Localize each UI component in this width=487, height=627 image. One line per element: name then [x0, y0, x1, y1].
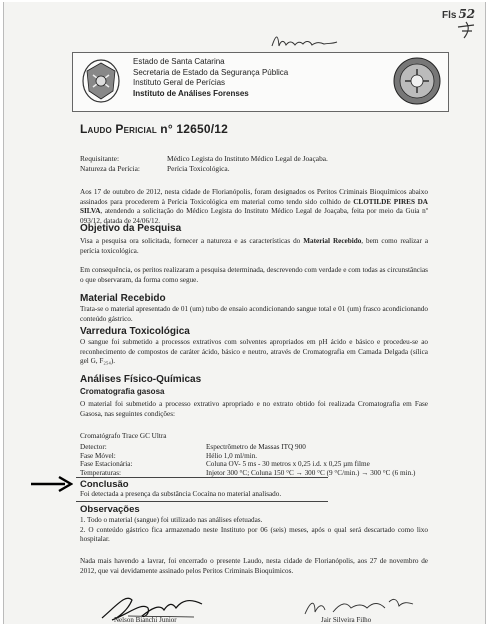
screening-paragraph: O sangue foi submetido a processos extrativos com solventes apropriados em pH ácido e básico e procedeu-se ao reconhecimento de compostos de caráter ácido, básico e neutro, através de Cromatografia em Camada Delgada (sílica gel G, F₂₅₄). — [80, 338, 428, 366]
meta-nature: Natureza da Perícia: Perícia Toxicológica. — [80, 164, 230, 173]
header-line-institute: Instituto Geral de Perícias — [133, 78, 226, 87]
header-text — [133, 57, 288, 99]
report-title — [80, 122, 228, 136]
section-heading-objective: Objetivo da Pesquisa — [80, 223, 182, 234]
header-line-forensics: Instituto de Análises Forenses — [133, 88, 249, 98]
subheading-gas-chromatography: Cromatografia gasosa — [80, 387, 165, 396]
section-heading-screening: Varredura Toxicológica — [80, 326, 190, 337]
forensics-seal-icon — [391, 56, 443, 106]
observations-list — [80, 516, 428, 545]
closing-paragraph: Nada mais havendo a lavrar, foi encerrado o presente Laudo, nesta cidade de Florianópolis, aos 27 de novembro de 2012, que vai devidamente assinado pelos Peritos Criminais Bioquímicos. — [80, 557, 428, 575]
section-heading-analyses: Análises Físico-Químicas — [80, 374, 202, 385]
objective-paragraph-1: Visa a pesquisa ora solicitada, fornecer a natureza e as características do Material Recebido, bem como realizar a perícia toxicológica. — [80, 237, 429, 255]
signer-2-name: Jair Silveira Filho — [321, 616, 372, 624]
state-coat-of-arms-icon — [79, 57, 123, 105]
stamp-label: Fls — [442, 10, 457, 21]
observation-item-1: 1. Todo o material (sangue) foi utilizado nas análises efetuadas. — [80, 516, 263, 524]
conclusion-text: Foi detectada a presença da substância Cocaína no material analisado. — [80, 490, 282, 498]
header-line-secretariat: Secretaria de Estado da Segurança Pública — [133, 67, 289, 77]
section-heading-conclusion: Conclusão — [80, 479, 129, 490]
chromatography-conditions — [80, 432, 486, 478]
section-heading-material: Material Recebido — [80, 293, 166, 304]
report-number: n° 12650/12 — [160, 122, 229, 136]
document-page — [3, 2, 486, 624]
objective-paragraph-2: Em consequência, os peritos realizaram a pesquisa determinada, descrevendo com verdade e com todas as circunstâncias o que observaram, da forma como segue. — [80, 266, 428, 284]
condition-temperatures: Temperaturas: Injetor 300 °C; Coluna 150 °C → 300 °C (9 °C/min.) → 300 °C (6 min.) — [80, 469, 416, 478]
institution-header — [72, 52, 449, 112]
analyses-paragraph: O material foi submetido a processo extrativo apropriado e no extrato obtido foi realizada Cromatografia em Fase Gasosa, nas seguintes condições: — [80, 400, 428, 418]
header-line-state: Estado de Santa Catarina — [133, 57, 225, 66]
subject-name: CLOTILDE PIRES DA SILVA — [80, 197, 428, 216]
meta-requester: Requisitante: Médico Legista do Instituto Médico Legal de Joaçaba. — [80, 154, 328, 163]
observation-item-2: 2. O conteúdo gástrico fica armazenado neste Instituto por 06 (seis) meses, após o qual será descartado como lixo hospitalar. — [80, 525, 428, 544]
condition-mobile-phase: Fase Móvel: Hélio 1,0 ml/min. — [80, 451, 258, 460]
chromatograph-model: Cromatógrafo Trace GC Ultra — [80, 432, 167, 440]
signer-1-name: Nelson Bianchi Junior — [114, 616, 177, 624]
handwritten-rubric-icon — [270, 32, 340, 52]
material-paragraph: Trata-se o material apresentado de 01 (um) tubo de ensaio acondicionando sangue total e 01 (um) frasco acondicionando conteúdo gástrico. — [80, 305, 428, 323]
section-heading-observations: Observações — [80, 504, 140, 515]
report-title-prefix: Laudo Pericial — [80, 122, 158, 136]
stamp-scribble-icon — [456, 19, 478, 41]
report-meta — [80, 154, 328, 174]
stamp-number: 52 — [458, 7, 476, 21]
condition-detector: Detector: Espectrômetro de Massas ITQ 900 — [80, 442, 306, 451]
arrow-right-icon — [29, 475, 73, 493]
condition-stationary-phase: Fase Estacionária: Coluna OV- 5 ms - 30 metros x 0,25 i.d. x 0,25 µm filme — [80, 460, 370, 469]
intro-paragraph: Aos 17 de outubro de 2012, nesta cidade de Florianópolis, foram designados os Peritos Criminais Bioquímicos abaixo assinados para procederem à Perícia Toxicológica em material como tendo sido colhido de CLOTILDE PIRES DA SILVA, atendendo a solicitação do Médico Legista do Instituto Médico Legal de Joaçaba, feita por meio da Guia nº 093/12, datada de 24/06/12. — [80, 188, 428, 225]
